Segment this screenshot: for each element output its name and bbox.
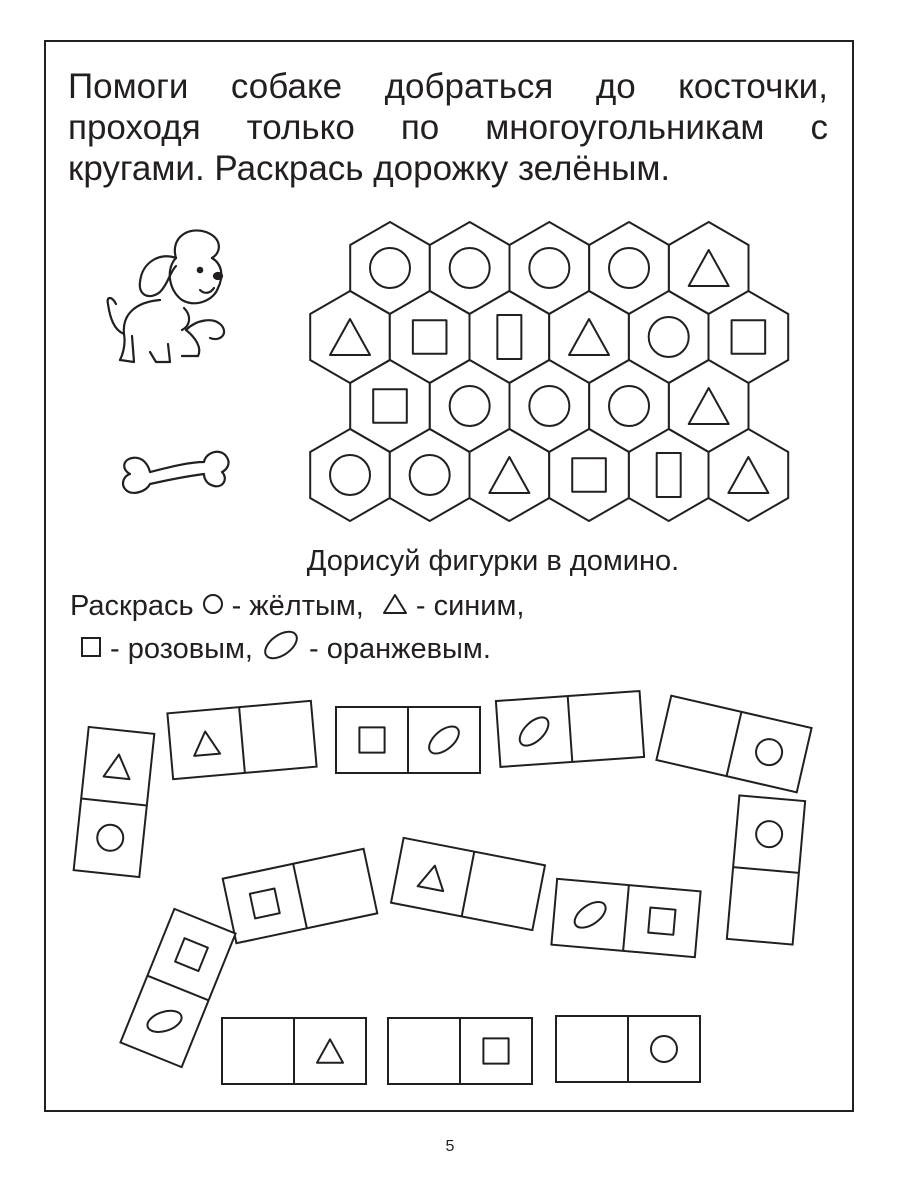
dog-icon [108,230,224,362]
honeycomb-grid [310,222,788,521]
domino-tile[interactable] [336,707,480,773]
word: Помоги [68,67,189,106]
word: многоугольникам [485,108,765,147]
domino-tile[interactable] [656,696,811,793]
legend-oval-text: - оранжевым. [309,632,491,665]
legend-row-1 [70,590,524,623]
bone-icon [123,452,229,493]
task2-heading: Дорисуй фигурки в домино. [306,545,680,577]
word: собаке [230,67,343,106]
domino-tile[interactable] [551,879,700,957]
legend-intro: Раскрась [70,590,194,622]
word: добраться [384,67,554,106]
domino-tile[interactable] [556,1016,700,1082]
legend-circle-text: - жёлтым, [231,590,364,622]
domino-tile[interactable] [223,849,378,943]
task1-line-3: кругами. Раскрась дорожку зелёным. [68,149,671,188]
word: проходя [68,108,201,147]
square-icon [80,633,102,666]
domino-tile[interactable] [120,909,235,1067]
page-number: 5 [445,1138,455,1155]
domino-tile[interactable] [74,727,155,877]
domino-chain [74,691,812,1084]
word: с [810,108,828,147]
word: по [400,108,440,147]
word: только [246,108,355,147]
word: косточки, [678,67,828,106]
legend-row-2 [80,630,491,668]
legend-triangle-text: - синим, [415,590,525,622]
triangle-icon [382,590,408,623]
circle-icon [202,590,224,623]
word: до [595,67,636,106]
domino-tile[interactable] [388,1018,532,1084]
legend-square-text: - розовым, [110,632,253,665]
domino-tile[interactable] [727,795,805,944]
domino-tile[interactable] [496,691,644,767]
oval-icon [261,630,301,668]
domino-tile[interactable] [167,701,316,779]
domino-tile[interactable] [222,1018,366,1084]
domino-tile[interactable] [391,838,545,930]
